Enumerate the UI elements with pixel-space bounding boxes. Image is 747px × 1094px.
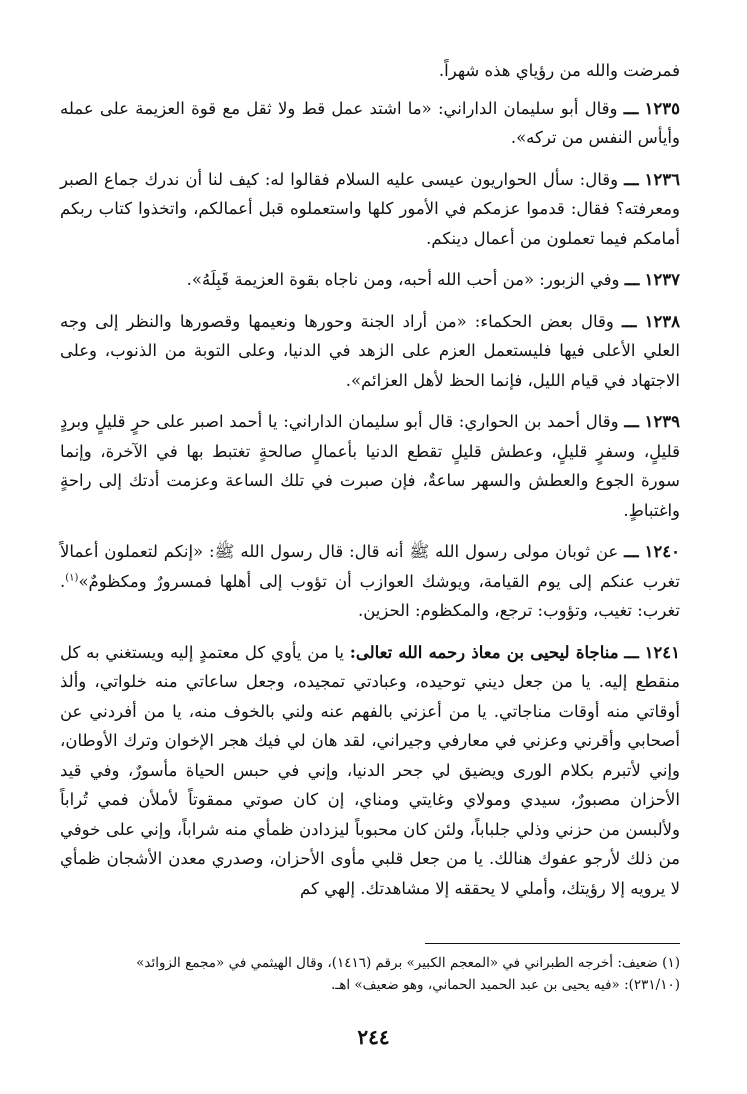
paragraph-1235 xyxy=(60,94,680,153)
paragraph-text: وقال أبو سليمان الداراني: «ما اشتد عمل قط ولا ثقل مع قوة العزيمة على عمله وأيأس النفس من تركه». xyxy=(60,98,680,147)
dash-separator: ـــ xyxy=(624,542,639,561)
paragraph-text: وفي الزبور: «من أحب الله أحبه، ومن ناجاه بقوة العزيمة قَبِلَهُ». xyxy=(186,270,620,289)
paragraph-1236 xyxy=(60,165,680,254)
footnote-line: (٢٣١/١٠): «فيه يحيى بن عبد الحميد الحماني، وهو ضعيف» اهـ. xyxy=(330,977,680,993)
paragraph-number: ١٢٤١ xyxy=(644,642,681,662)
main-text xyxy=(60,56,680,915)
paragraph-1238 xyxy=(60,307,680,396)
dash-separator: ـــ xyxy=(624,270,640,289)
paragraph-1239 xyxy=(60,407,680,525)
dash-separator: ـــ xyxy=(623,98,639,118)
dash-separator: ـــ xyxy=(624,412,639,431)
footnote xyxy=(60,952,680,996)
dash-separator: ـــ xyxy=(624,169,639,189)
paragraph-number: ١٢٣٦ xyxy=(644,169,680,189)
paragraph-text: عن ثوبان مولى رسول الله ﷺ أنه قال: قال رسول الله ﷺ: «إنكم لتعملون أعمالاً تغرب عنكم إلى يوم القيامة، ويوشك العوازب أن تؤوب إلى أهلها فمسرورٌ ومكظومٌ» xyxy=(60,542,680,591)
paragraph-1241 xyxy=(60,638,680,904)
paragraph-number: ١٢٤٠ xyxy=(644,542,680,561)
dash-separator: ـــ xyxy=(624,642,639,662)
paragraph-1240 xyxy=(60,537,680,626)
paragraph-text: فمرضت والله من رؤياي هذه شهراً. xyxy=(438,61,680,80)
paragraph-title: مناجاة ليحيى بن معاذ رحمه الله تعالى: xyxy=(349,642,619,662)
dash-separator: ـــ xyxy=(621,311,637,331)
footnote-marker: (١) xyxy=(65,572,79,583)
paragraph-text: وقال أحمد بن الحواري: قال أبو سليمان الداراني: يا أحمد اصبر على حرٍ قليلٍ وبردٍ قليلٍ، وسفرٍ قليلٍ، وعطش قليلٍ تقطع الدنيا بأعمالٍ صالحةٍ تغتبط بها في الآخرة، وإنما سورة الجوع والعطش والسهر ساعةٌ، فإن صبرت في تلك الساعة وعزمت أدتك إلى راحةٍ واغتباطٍ. xyxy=(60,412,680,520)
page-number: ٢٤٤ xyxy=(357,1025,390,1049)
paragraph-text: وقال: سأل الحواريون عيسى عليه السلام فقالوا له: كيف لنا أن ندرك جماع الصبر ومعرفته؟ فقال: قدموا عزمكم في الأمور كلها واستعملوه قبل أعمالكم، واتخذوا كتاب ربكم أمامكم فيما تعملون من أعمال دينكم. xyxy=(60,169,680,248)
footnote-divider xyxy=(425,943,680,944)
paragraph-number: ١٢٣٩ xyxy=(644,412,680,431)
paragraph-number: ١٢٣٨ xyxy=(644,311,681,331)
paragraph-1237 xyxy=(60,265,680,295)
paragraph-text: وقال بعض الحكماء: «من أراد الجنة وحورها ونعيمها وقصورها والنظر إلى وجه العلي الأعلى فيها فليستعمل العزم على الزهد في الدنيا، وعلى التوبة من الذنوب، وعلى الاجتهاد في قيام الليل، فإنما الحظ لأهل العزائم». xyxy=(60,311,680,390)
footnote-line: (١) ضعيف: أخرجه الطبراني في «المعجم الكبير» برقم (١٤١٦)، وقال الهيثمي في «مجمع الزوائد» xyxy=(136,955,680,971)
paragraph-text-after: . تغرب: تغيب، وتؤوب: ترجع، والمكظوم: الحزين. xyxy=(60,571,680,620)
paragraph-number: ١٢٣٥ xyxy=(644,98,680,118)
paragraph-number: ١٢٣٧ xyxy=(644,270,680,289)
paragraph-continuation xyxy=(60,56,680,86)
paragraph-text: يا من يأوي كل معتمدٍ إليه ويستغني به كل منقطع إليه. يا من جعل ديني توحيده، وعبادتي تمجيده، وجعل ساعاتي منه خلواتي، وألذ أوقاتي منه أوقات مناجاتي. يا من أعزني بالفهم عنه ولني بالخوف منه، يا من أفردني عن أصحابي وأقرني وعزني في معارفي وجيراني، لقد هان لي فيك هجر الإخوان وترك الأوطان، وإني لأتبرم بكلام الورى ويضيق لي جحر الدنيا، وإني في حبس الحياة مأسورٌ، وفي قيد الأحزان مصبورٌ، سيدي ومولاي وغايتي ومناي، إن كان صوتي ممقوتاً لأملأن فمي تُراباً ولألبسن من حزني وذلي جلباباً، ولئن كان محبوباً ليزدادن ظمأي منه شراباً، وإني على خوفي من ذلك لأرجو عفوك هنالك. يا من جعل قلبي مأوى الأحزان، وصدري معدن الأشجان ظمأي لا يرويه إلا رؤيتك، وأملي لا يحققه إلا مشاهدتك. إلهي كم xyxy=(60,642,680,898)
